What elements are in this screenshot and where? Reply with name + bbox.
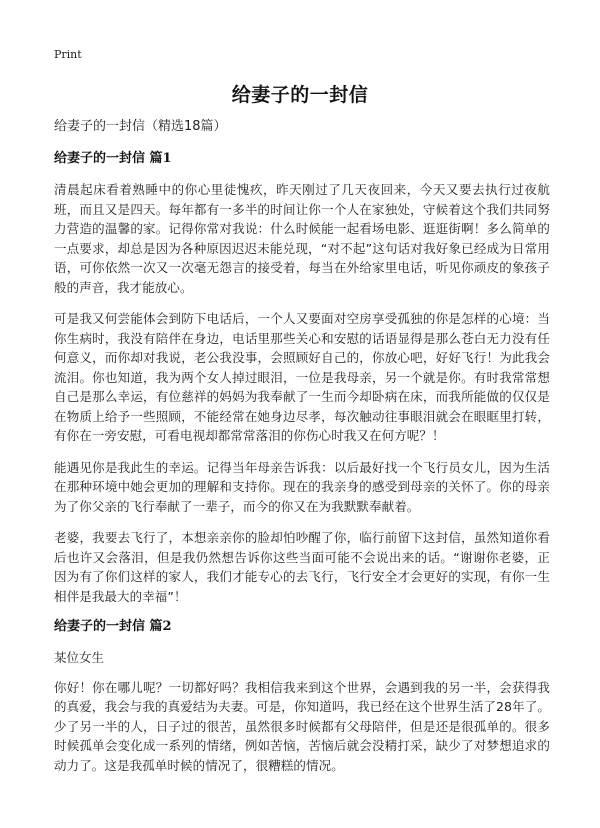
paragraph: 清晨起床看着熟睡中的你心里徒愧疚，昨天刚过了几天夜回来，今天又要去执行过夜航班，而且又是四天。每年都有一多半的时间让你一个人在家独处，守候着这个我们共同努力营造的温馨的家。记得你常对我说：什么时候能一起看场电影、逛逛街啊！多么简单的一点要求，却总是因为各种原因迟迟未能兑现，“对不起”这句话对我好象已经成为日常用语，可你依然一次又一次毫无怨言的接受着，每当在外给家里电话，听见你顽皮的象孩子般的声音，我才能放心。 <box>54 182 550 295</box>
paragraph: 可是我又何尝能体会到防下电话后，一个人又要面对空房享受孤独的你是怎样的心境：当你生病时，我没有陪伴在身边，电话里那些关心和安慰的话语显得是那么苍白无力没有任何意义，而你却对我说，老公我没事，会照顾好自己的，你放心吧，好好飞行！为此我会流泪。你也知道，我为两个女人掉过眼泪，一位是我母亲，另一个就是你。有时我常常想自己是那么幸运，有位慈祥的妈妈为我奉献了一生而今却卧病在床，而我所能做的仅仅是在物质上给予一些照顾，不能经常在她身边尽孝，每次触动往事眼泪就会在眼眶里打转，有你在一旁安慰，可看电视却都常常落泪的你伤心时我又在何方呢？！ <box>54 311 550 443</box>
paragraph: 你好！你在哪儿呢？一切都好吗？我相信我来到这个世界，会遇到我的另一半，会获得我的真爱，我会与我的真爱结为夫妻。可是，你知道吗，我已经在这个世界生活了28年了。少了另一半的人，日子过的很苦，虽然很多时候都有父母陪伴，但是还是很孤单的。很多时候孤单会变化成一系列的情绪，例如苦恼，苦恼后就会没精打采，缺少了对梦想追求的动力了。这是我孤单时候的情况了，很糟糕的情况。 <box>54 679 550 773</box>
document-subtitle: 给妻子的一封信（精选18篇） <box>54 119 227 134</box>
section-heading-2: 给妻子的一封信 篇2 <box>54 619 172 634</box>
paragraph: 老婆，我要去飞行了，本想亲亲你的脸却怕吵醒了你，临行前留下这封信，虽然知道你看后也许又会落泪，但是我仍然想告诉你这些当面可能不会说出来的话。“谢谢你老婆，正因为有了你们这样的家人，我们才能专心的去飞行，飞行安全才会更好的实现，有你一生相伴是我最大的幸福”！ <box>54 530 550 604</box>
section-heading-1: 给妻子的一封信 篇1 <box>54 151 172 166</box>
paragraph: 能遇见你是我此生的幸运。记得当年母亲告诉我：以后最好找一个飞行员女儿，因为生活在那种环境中她会更加的理解和支持你。现在的我亲身的感受到母亲的关怀了。你的母亲为了你父亲的飞行奉献了一辈子，而今的你又在为我默默奉献着。 <box>54 459 550 514</box>
print-link[interactable]: Print <box>54 48 82 61</box>
salutation: 某位女生 <box>54 650 105 665</box>
page-title: 给妻子的一封信 <box>231 84 369 106</box>
document-body <box>54 118 550 787</box>
